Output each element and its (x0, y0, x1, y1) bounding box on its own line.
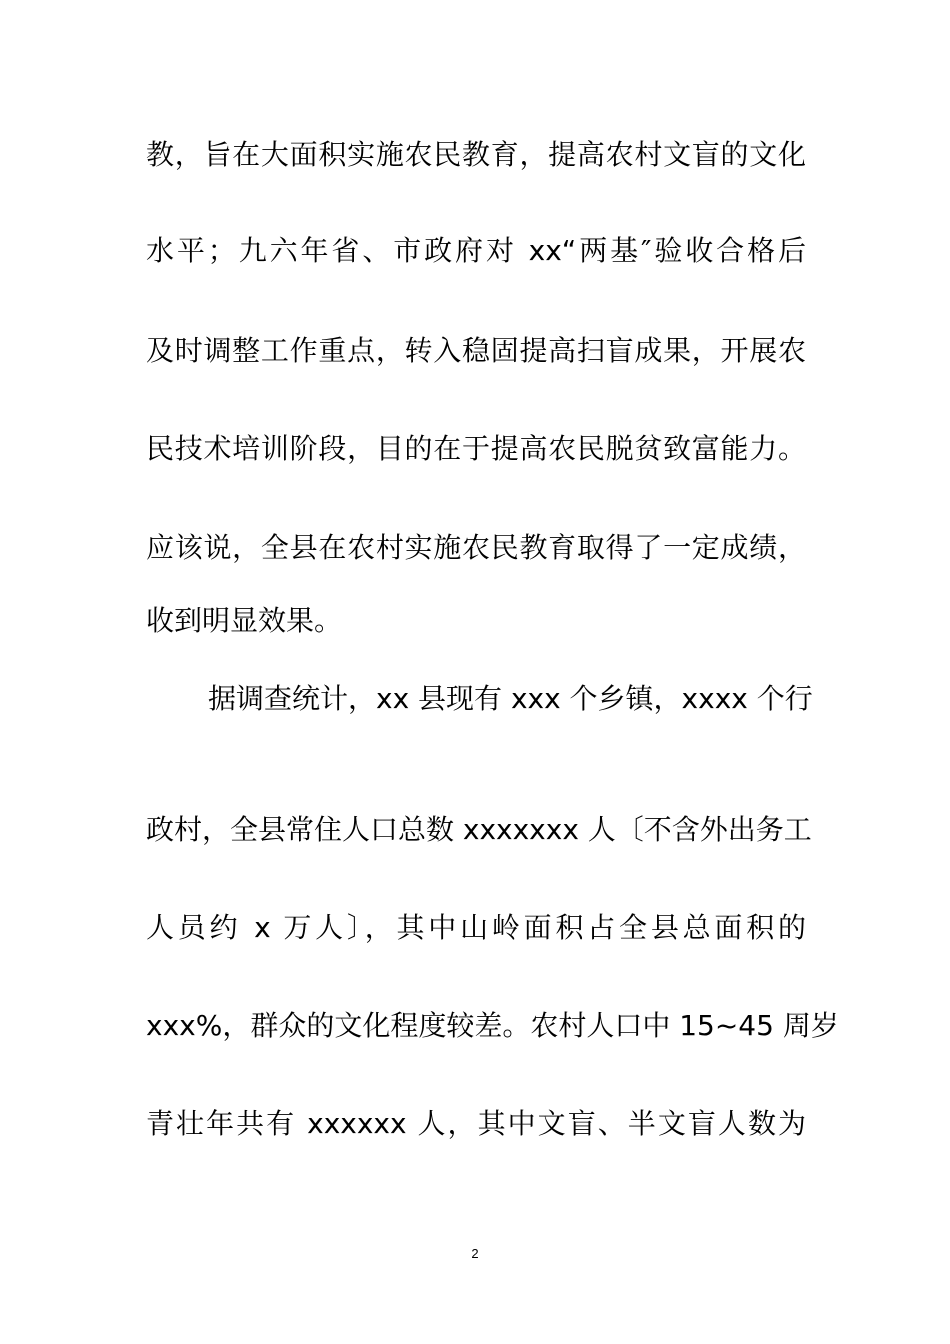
text-line-10: xxx%，群众的文化程度较差。农村人口中 15~45 周岁 (146, 1009, 839, 1042)
text-line-5: 应该说，全县在农村实施农民教育取得了一定成绩， (146, 531, 806, 564)
text-line-6: 收到明显效果。 (146, 604, 343, 637)
text-line-7: 据调查统计，xx 县现有 xxx 个乡镇，xxxx 个行 (208, 682, 813, 715)
page-number: 2 (471, 1246, 479, 1261)
text-line-1: 教，旨在大面积实施农民教育，提高农村文盲的文化 (146, 138, 806, 171)
text-line-4: 民技术培训阶段，目的在于提高农民脱贫致富能力。 (146, 432, 806, 465)
text-line-8: 政村，全县常住人口总数 xxxxxxx 人〔不含外出务工 (146, 813, 812, 846)
text-line-9: 人员约 x 万人〕，其中山岭面积占全县总面积的 (146, 911, 806, 944)
text-line-3: 及时调整工作重点，转入稳固提高扫盲成果，开展农 (146, 334, 806, 367)
text-line-11: 青壮年共有 xxxxxx 人，其中文盲、半文盲人数为 (146, 1107, 806, 1140)
text-line-2: 水平；九六年省、市政府对 xx“两基″验收合格后 (146, 234, 806, 267)
